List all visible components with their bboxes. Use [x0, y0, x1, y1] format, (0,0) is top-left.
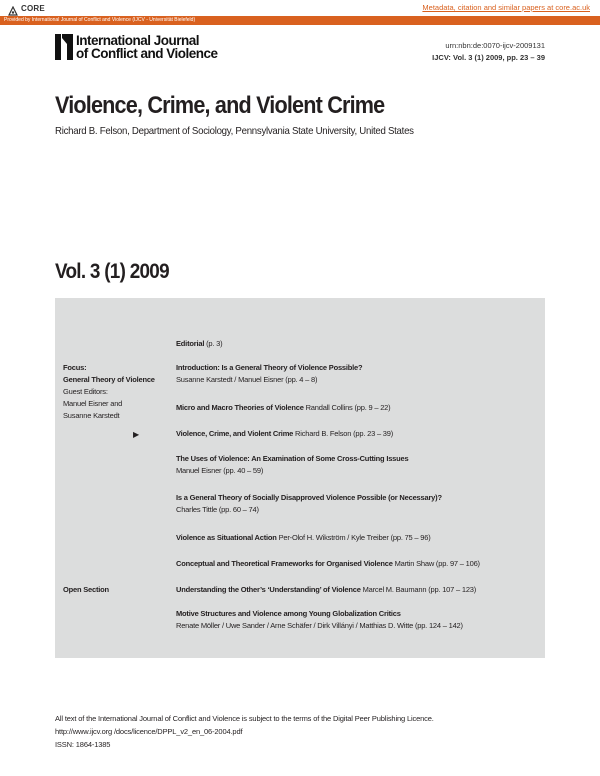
toc-entry-detail: Marcel M. Baumann (pp. 107 – 123): [360, 585, 477, 594]
core-logo[interactable]: [8, 2, 45, 14]
toc-entry-title: Is a General Theory of Socially Disapproved Violence Possible (or Necessary)?: [176, 493, 442, 502]
toc-entry[interactable]: [176, 402, 531, 414]
core-header: [0, 0, 600, 16]
urn: urn:nbn:de:0070-ijcv-2009131: [445, 41, 545, 50]
licence-text: All text of the International Journal of Conflict and Violence is subject to the terms of the Digital Peer Publishing Licence.: [55, 714, 434, 723]
article-author: Richard B. Felson, Department of Sociology, Pennsylvania State University, United States: [55, 125, 414, 137]
guest-editors-label: Guest Editors:: [63, 387, 108, 396]
core-icon: [8, 3, 18, 13]
toc-entry-detail: Renate Möller / Uwe Sander / Arne Schäfer / Dirk Villányi / Matthias D. Witte (pp. 124 – 142): [176, 621, 463, 630]
guest-editors-line2: Susanne Karstedt: [63, 411, 120, 420]
toc-entry-title: Motive Structures and Violence among Young Globalization Critics: [176, 609, 401, 618]
toc-entry-title: Conceptual and Theoretical Frameworks for Organised Violence: [176, 559, 393, 568]
toc-entry[interactable]: [176, 453, 531, 477]
journal-logo: [55, 34, 218, 60]
toc-entry[interactable]: [176, 362, 531, 386]
article-meta: [432, 40, 545, 64]
toc-entry-detail: Martin Shaw (pp. 97 – 106): [392, 559, 480, 568]
toc-entry-current[interactable]: [176, 428, 531, 440]
toc-entry-detail: Randall Collins (pp. 9 – 22): [303, 403, 391, 412]
journal-logo-icon: [55, 34, 73, 60]
focus-title: General Theory of Violence: [63, 375, 155, 384]
core-metadata-link[interactable]: Metadata, citation and similar papers at core.ac.uk: [422, 3, 590, 12]
toc-entry-detail: Susanne Karstedt / Manuel Eisner (pp. 4 – 8): [176, 375, 318, 384]
toc-entry-title: Micro and Macro Theories of Violence: [176, 403, 304, 412]
table-of-contents: [55, 298, 545, 658]
toc-entry-title: Violence as Situational Action: [176, 533, 277, 542]
toc-entry-title: Introduction: Is a General Theory of Violence Possible?: [176, 363, 363, 372]
toc-entry[interactable]: [176, 558, 531, 570]
toc-entry[interactable]: [176, 532, 531, 544]
toc-entry-detail: Richard B. Felson (pp. 23 – 39): [293, 429, 394, 438]
journal-name-line1: International Journal: [76, 33, 200, 48]
toc-entry[interactable]: [176, 338, 531, 350]
toc-entry-title: Understanding the Other’s ‘Understanding’ of Violence: [176, 585, 361, 594]
toc-entry[interactable]: [176, 584, 531, 596]
toc-entry-title: The Uses of Violence: An Examination of Some Cross-Cutting Issues: [176, 454, 409, 463]
toc-entry-detail: Charles Tittle (pp. 60 – 74): [176, 505, 259, 514]
core-brand: CORE: [21, 3, 45, 13]
toc-entry-detail: Manuel Eisner (pp. 40 – 59): [176, 466, 264, 475]
toc-entry-detail: Per-Olof H. Wikström / Kyle Treiber (pp. 75 – 96): [276, 533, 431, 542]
toc-entry[interactable]: [176, 492, 531, 516]
toc-entry[interactable]: [176, 608, 531, 632]
toc-entry-title: Violence, Crime, and Violent Crime: [176, 429, 294, 438]
journal-name-line2: of Conflict and Violence: [76, 46, 218, 61]
volume-heading: Vol. 3 (1) 2009: [55, 260, 169, 283]
toc-entry-detail: (p. 3): [204, 339, 223, 348]
toc-entry-title: Editorial: [176, 339, 205, 348]
licence-link[interactable]: http://www.ijcv.org /docs/licence/DPPL_v2_en_06-2004.pdf: [55, 727, 243, 736]
focus-label: Focus:: [63, 363, 87, 372]
focus-section: [63, 362, 155, 422]
citation: IJCV: Vol. 3 (1) 2009, pp. 23 – 39: [432, 53, 545, 62]
footer: [55, 712, 434, 751]
open-section-label: Open Section: [63, 585, 109, 594]
provided-by-banner[interactable]: Provided by International Journal of Conflict and Violence (IJCV - Universität Bielefeld): [0, 16, 600, 25]
current-article-arrow-icon: ▶: [133, 430, 140, 439]
article-title: Violence, Crime, and Violent Crime: [55, 92, 385, 119]
issn: ISSN: 1864-1385: [55, 740, 111, 749]
guest-editors-line1: Manuel Eisner and: [63, 399, 123, 408]
